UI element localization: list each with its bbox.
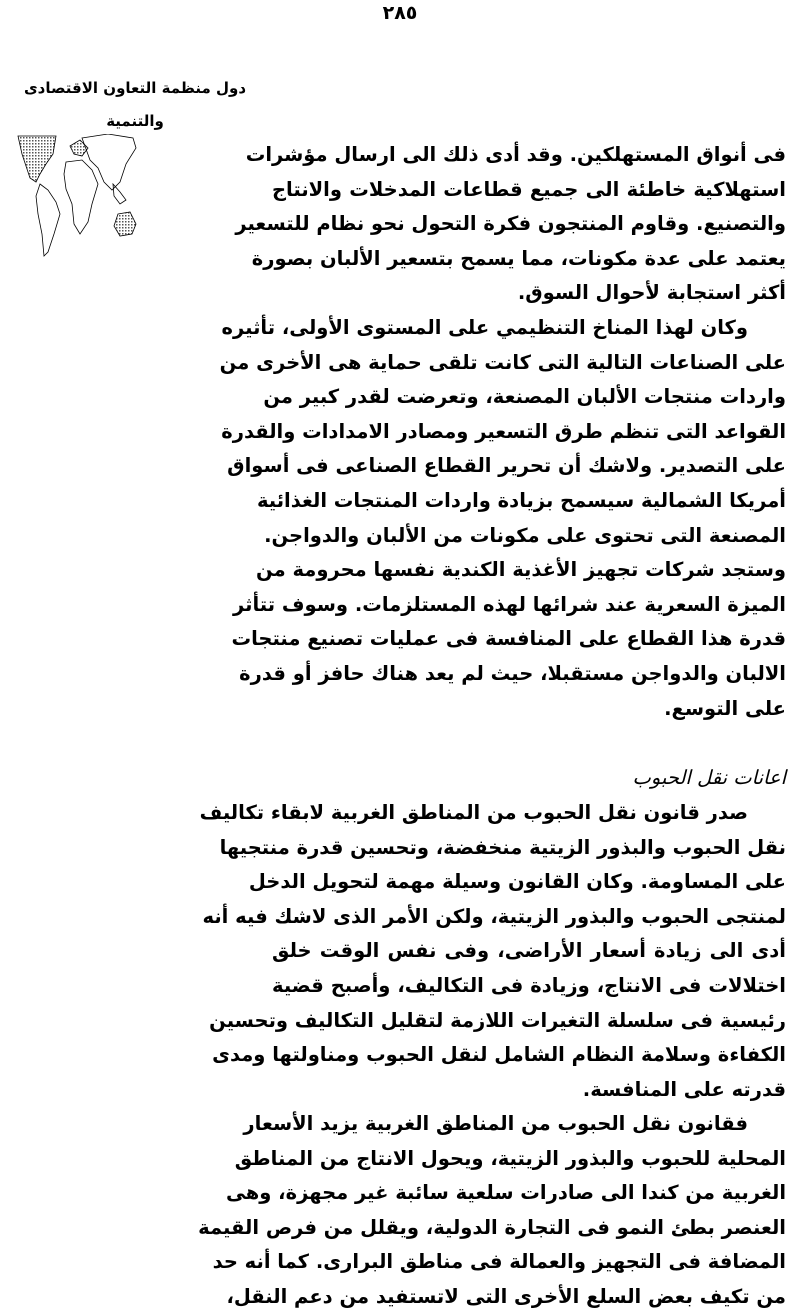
text-line: والتصنيع. وقاوم المنتجون فكرة التحول نحو نظام للتسعير — [235, 212, 786, 236]
text-line: على الصناعات التالية التى كانت تلقى حماية هى الأخرى من — [219, 350, 786, 374]
section-heading-block — [272, 761, 786, 796]
text-line: نقل الحبوب والبذور الزيتية منخفضة، وتحسين قدرة منتجيها — [219, 835, 786, 859]
text-line: الكفاءة وسلامة النظام الشامل لنقل الحبوب ومناولتها ومدى — [212, 1043, 786, 1067]
text-line: المضافة فى التجهيز والعمالة فى مناطق البرارى. كما أنه حد — [212, 1250, 786, 1274]
sidebar-title — [0, 72, 270, 138]
text-line: على التوسع. — [664, 696, 786, 720]
text-line: فقانون نقل الحبوب من المناطق الغربية يزيد الأسعار — [243, 1112, 748, 1135]
text-line: الغربية من كندا الى صادرات سلعية سائبة غير مجهزة، وهى — [226, 1181, 786, 1205]
paragraph-4 — [198, 1107, 786, 1315]
section-heading: اعانات نقل الحبوب — [632, 766, 786, 789]
text-line: على المساومة. وكان القانون وسيلة مهمة لتحويل الدخل — [248, 870, 786, 894]
text-line: صدر قانون نقل الحبوب من المناطق الغربية لابقاء تكاليف — [199, 801, 748, 824]
text-line: أمريكا الشمالية سيسمح بزيادة واردات المنتجات الغذائية — [256, 488, 786, 512]
text-line: أكثر استجابة لأحوال السوق. — [517, 281, 786, 305]
paragraph-2 — [219, 311, 786, 726]
text-line: استهلاكية خاطئة الى جميع قطاعات المدخلات والانتاج — [272, 177, 786, 201]
text-line: واردات منتجات الألبان المصنعة، وتعرضت لقدر كبير من — [263, 385, 786, 409]
text-line: فى أنواق المستهلكين. وقد أدى ذلك الى ارسال مؤشرات — [245, 143, 786, 166]
text-line: العنصر بطئ النمو فى التجارة الدولية، ويقلل من فرص القيمة — [198, 1215, 786, 1239]
page-number: ٢٨٥ — [382, 2, 418, 24]
text-line: اختلالات فى الانتاج، وزيادة فى التكاليف، وأصبح قضية — [272, 973, 786, 997]
text-line: القواعد التى تنظم طرق التسعير ومصادر الامدادات والقدرة — [221, 419, 786, 443]
paragraph-1 — [235, 138, 786, 311]
sidebar-title-line2: والتنمية — [106, 112, 164, 130]
text-line: المحلية للحبوب والبذور الزيتية، ويحول الانتاج من المناطق — [234, 1146, 786, 1170]
text-line: الميزة السعرية عند شرائها لهذه المستلزمات. وسوف تتأثر — [233, 592, 786, 616]
text-line: رئيسية فى سلسلة التغيرات اللازمة لتقليل التكاليف وتحسين — [209, 1008, 786, 1032]
text-line: وكان لهذا المناخ التنظيمي على المستوى الأولى، تأثيره — [221, 316, 748, 339]
text-line: من تكيف بعض السلع الأخرى التى لاتستفيد من دعم النقل، — [226, 1284, 786, 1308]
text-line: على التصدير. ولاشك أن تحرير القطاع الصناعى فى أسواق — [227, 454, 786, 478]
text-line: أدى الى زيادة أسعار الأراضى، وفى نفس الوقت خلق — [272, 939, 786, 963]
paragraph-3 — [199, 796, 786, 1107]
text-line: يعتمد على عدة مكونات، مما يسمح بتسعير الألبان بصورة — [251, 246, 786, 270]
text-line: قدرته على المنافسة. — [582, 1077, 786, 1101]
world-map-icon — [8, 134, 138, 269]
text-line: الالبان والدواجن مستقبلا، حيث لم يعد هناك حافز أو قدرة — [239, 661, 786, 685]
text-line: لمنتجى الحبوب والبذور الزيتية، ولكن الأمر الذى لاشك فيه أنه — [202, 904, 786, 928]
sidebar-title-line1: دول منظمة التعاون الاقتصادى — [23, 79, 247, 97]
text-line: المصنعة التى تحتوى على مكونات من الألبان والدواجن. — [264, 523, 786, 547]
text-line: وستجد شركات تجهيز الأغذية الكندية نفسها محرومة من — [256, 558, 786, 582]
text-line: قدرة هذا القطاع على المنافسة فى عمليات تصنيع منتجات — [231, 627, 786, 651]
